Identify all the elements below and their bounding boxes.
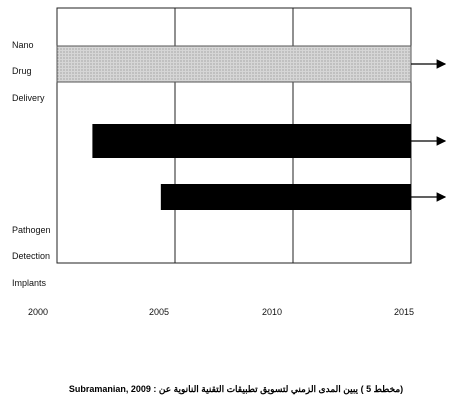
x-tick-2010: 2010	[261, 307, 283, 317]
row-label-detection: Detection	[12, 251, 51, 261]
x-tick-2000: 2000	[27, 307, 49, 317]
row-label-pathogen: Pathogen	[12, 225, 51, 235]
row-labels	[12, 40, 51, 288]
x-tick-2005: 2005	[148, 307, 170, 317]
chart-caption: (مخطط 5 ) يبين المدى الزمني لتسويق تطبيقات التقنية النانوية عن : Subramanian, 2009	[68, 384, 404, 394]
x-tick-labels	[28, 307, 414, 317]
x-tick-2015: 2015	[393, 307, 415, 317]
row-label-drug: Drug	[12, 66, 32, 76]
row-label-implants: Implants	[12, 278, 47, 288]
timeline-bar-2	[92, 124, 411, 158]
row-label-nano: Nano	[12, 40, 34, 50]
timeline-bars	[57, 46, 445, 210]
timeline-bar-3	[161, 184, 411, 210]
timeline-bar-1	[57, 46, 411, 82]
row-label-delivery: Delivery	[12, 93, 45, 103]
